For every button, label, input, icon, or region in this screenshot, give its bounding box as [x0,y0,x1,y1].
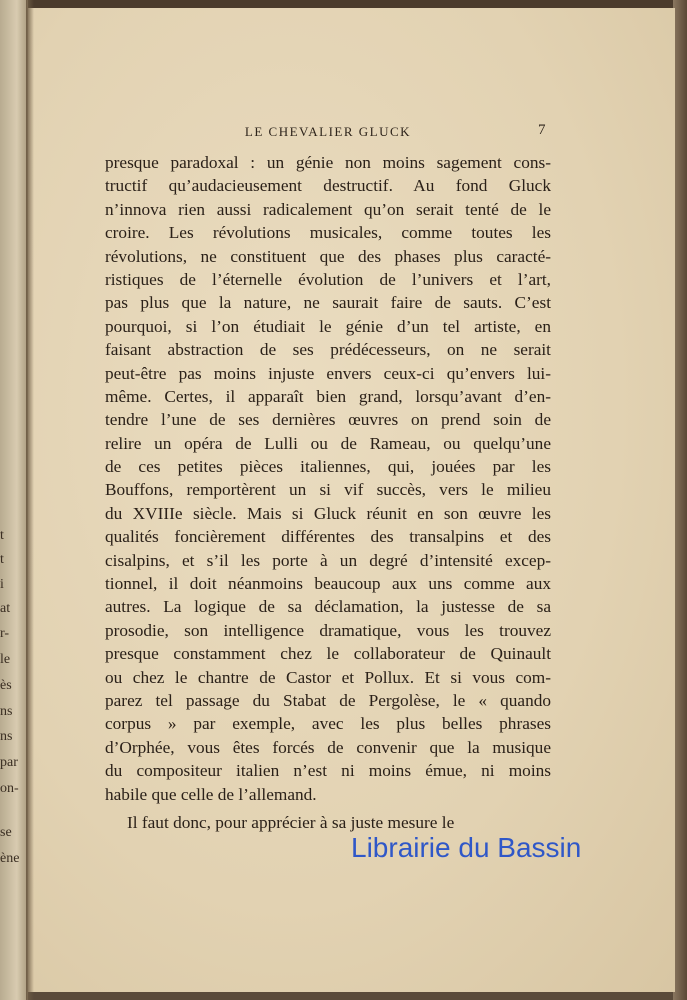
left-page-fragment: ès [0,678,12,693]
page-number: 7 [538,122,546,138]
text-line-new-paragraph: Il faut donc, pour apprécier à sa juste mesure le [127,812,455,832]
text-line: révolutions, ne constituent que des phases plus caracté- [105,246,551,266]
text-line: même. Certes, il apparaît bien grand, lorsqu’avant d’en- [105,386,551,406]
book-cover-edge [673,0,687,1000]
left-page-fragment: at [0,601,11,616]
text-line: ou chez le chantre de Castor et Pollux. Et si vous com- [105,667,551,687]
left-page-fragment: i [0,577,4,592]
left-page-fragment: se [0,825,12,840]
text-line: pourquoi, si l’on étudiait le génie d’un tel artiste, en [105,316,551,336]
left-page-fragment: ns [0,704,13,719]
body-text [105,151,551,834]
text-line: pas plus que la nature, ne saurait faire de sauts. C’est [105,293,551,313]
watermark: Librairie du Bassin [351,832,582,863]
left-page-fragment: on- [0,781,19,796]
left-page-fragment: r- [0,626,10,641]
left-page-fragment: le [0,652,11,667]
text-line: autres. La logique de sa déclamation, la justesse de sa [105,597,551,617]
text-line: n’innova rien aussi radicalement qu’on serait tenté de le [105,199,551,219]
left-page-fragment: t [0,528,4,543]
spine-shadow [26,0,34,1000]
text-line: tendre l’une de ses dernières œuvres on prend soin de [105,410,551,430]
text-line: du compositeur italien n’est ni moins émue, ni moins [105,761,551,781]
text-line: faisant abstraction de ses prédécesseurs, on ne serait [105,340,551,360]
text-line: tructif qu’audacieusement destructif. Au fond Gluck [105,176,551,196]
left-page-fragment: ène [0,851,20,866]
left-page-fragment: par [0,755,18,770]
left-page-fragment: ns [0,729,13,744]
text-line: tionnel, il doit néanmoins beaucoup aux uns comme aux [105,574,551,594]
text-line: presque constamment chez le collaborateur de Quinault [105,644,551,664]
text-line: qualités foncièrement différentes des transalpins et des [105,527,551,547]
text-line: ristiques de l’éternelle évolution de l’univers et l’art, [105,269,551,289]
text-line: Bouffons, remportèrent un si vif succès, vers le milieu [105,480,551,500]
text-line: cisalpins, et s’il les porte à un degré d’intensité excep- [105,550,551,570]
text-line: corpus » par exemple, avec les plus belles phrases [105,714,551,734]
text-line: de ces petites pièces italiennes, qui, jouées par les [105,457,551,477]
text-line: prosodie, son intelligence dramatique, vous les trouvez [105,620,551,640]
text-line: peut-être pas moins injuste envers ceux-ci qu’envers lui- [105,363,551,383]
text-line: d’Orphée, vous êtes forcés de convenir que la musique [105,737,551,757]
text-line: relire un opéra de Lulli ou de Rameau, ou quelqu’une [105,433,551,453]
text-line: du XVIIIe siècle. Mais si Gluck réunit en son œuvre les [105,503,551,523]
text-line: parez tel passage du Stabat de Pergolèse, le « quando [105,690,551,710]
running-head: LE CHEVALIER GLUCK [244,124,412,139]
text-line: presque paradoxal : un génie non moins sagement cons- [105,153,551,172]
left-page-fragment: t [0,552,4,567]
text-line: habile que celle de l’allemand. [105,784,317,804]
text-line: croire. Les révolutions musicales, comme toutes les [105,223,551,243]
left-page-edge [0,0,28,1000]
